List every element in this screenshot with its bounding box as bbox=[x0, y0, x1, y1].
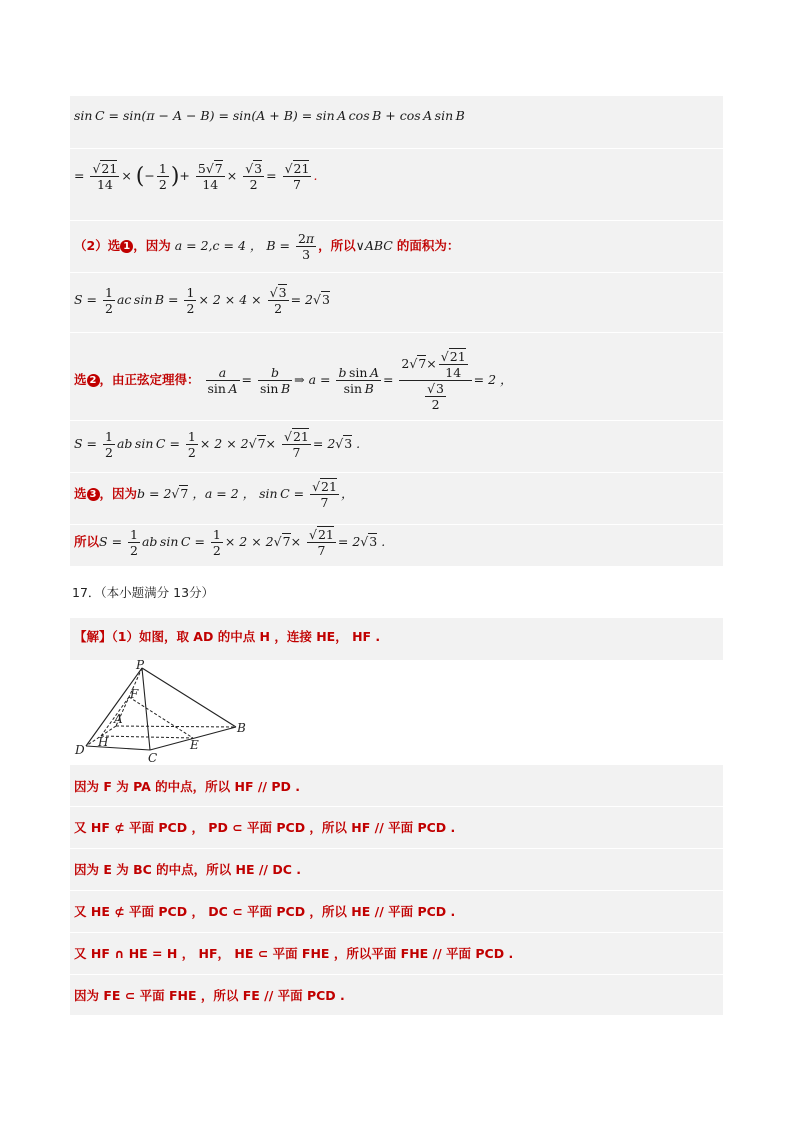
row-area1 bbox=[70, 272, 723, 332]
row-part2-choice1 bbox=[70, 220, 723, 272]
step-6: 因为 FE ⊂ 平面 FHE ，所以 FE // 平面 PCD . bbox=[74, 988, 345, 1003]
eq-area1: S = $\frac{1}{2}$ ac sin B = $\frac{1}{2}$ × 2 × 4 × $\frac{√3}{2}$ = 2√3 bbox=[74, 285, 330, 316]
pyramid-figure bbox=[72, 660, 247, 764]
eq-choice3: 选 3 ，因为b = 2√7 ，a = 2 ， sin C = $\frac{√21}{7}$ ， bbox=[74, 479, 354, 510]
solution-block-2 bbox=[70, 618, 723, 1015]
eq-area2: S = $\frac{1}{2}$ ab sin C = $\frac{1}{2}$ × 2 × 2√7× $\frac{√21}{7}$ = 2√3 . bbox=[74, 429, 361, 460]
label-H: H bbox=[98, 735, 109, 749]
label-F: F bbox=[130, 687, 139, 701]
step-2: 又 HF ⊄ 平面 PCD ， PD ⊂ 平面 PCD ，所以 HF // 平面 PCD . bbox=[74, 820, 456, 835]
row-step-1 bbox=[70, 764, 723, 806]
step-5: 又 HF ∩ HE = H ， HF， HE ⊂ 平面 FHE ，所以平面 FHE // 平面 PCD . bbox=[74, 946, 514, 961]
step-1: 因为 F 为 PA 的中点，所以 HF // PD . bbox=[74, 779, 300, 794]
edge-PB bbox=[142, 668, 236, 727]
row-area3 bbox=[70, 524, 723, 566]
row-step-5 bbox=[70, 932, 723, 974]
segment-HE bbox=[101, 736, 193, 738]
segment-FE bbox=[129, 697, 193, 738]
row-area2 bbox=[70, 420, 723, 472]
row-figure bbox=[70, 660, 723, 764]
question-17-title: 17．（本小题满分 13分） bbox=[72, 585, 215, 600]
label-A: A bbox=[114, 712, 123, 726]
label-B: B bbox=[237, 721, 246, 735]
row-sol-intro bbox=[70, 618, 723, 660]
eq-sinC-value: = $\frac{√21}{14}$ × (− $\frac{1}{2}$ )+ $\frac{5√7}{14}$ × $\frac{√3}{2}$ = $\frac{√21}{7}$ . bbox=[74, 161, 318, 192]
part2-choice1-text: （2）选 1 ，因为 a = 2,c = 4 ， B = $\frac{2\pi}{3}$ ，所以∨ABC 的面积为： bbox=[74, 231, 460, 262]
sol-intro: 【解】（1）如图，取 AD 的中点 H ，连接 HE， HF . bbox=[74, 629, 381, 644]
row-choice2 bbox=[70, 332, 723, 420]
row-choice3 bbox=[70, 472, 723, 524]
row-sinC bbox=[70, 96, 723, 148]
edge-PD bbox=[86, 668, 142, 746]
row-step-3 bbox=[70, 848, 723, 890]
eq-choice2: 选 2 ，由正弦定理得： $\frac{a}{\text{sin A}}$ = $\frac{b}{\text{sin B}}$ ⇒ a = $\frac{\text{b sin A}}{\text{sin B}}$ = 2√7× $\frac{√21}{14}$ $\frac{√3}{2}$ = 2 ， bbox=[74, 349, 513, 412]
row-sinC-value bbox=[70, 148, 723, 220]
label-C: C bbox=[148, 751, 158, 764]
label-D: D bbox=[75, 743, 85, 757]
row-step-6 bbox=[70, 974, 723, 1015]
solution-block-1 bbox=[70, 96, 723, 566]
edge-PC bbox=[142, 668, 150, 750]
eq-area3: 所以S = $\frac{1}{2}$ ab sin C = $\frac{1}{2}$ × 2 × 2√7× $\frac{√21}{7}$ = 2√3 . bbox=[74, 527, 386, 558]
step-4: 又 HE ⊄ 平面 PCD ， DC ⊂ 平面 PCD ，所以 HE // 平面 PCD . bbox=[74, 904, 456, 919]
label-P: P bbox=[136, 660, 145, 672]
row-step-4 bbox=[70, 890, 723, 932]
step-3: 因为 E 为 BC 的中点，所以 HE // DC . bbox=[74, 862, 301, 877]
row-step-2 bbox=[70, 806, 723, 848]
label-E: E bbox=[190, 738, 199, 752]
edge-DC bbox=[86, 746, 150, 750]
eq-sinC: sin C = sin(π − A − B) = sin(A + B) = sin A cos B + cos A sin B bbox=[74, 108, 465, 123]
